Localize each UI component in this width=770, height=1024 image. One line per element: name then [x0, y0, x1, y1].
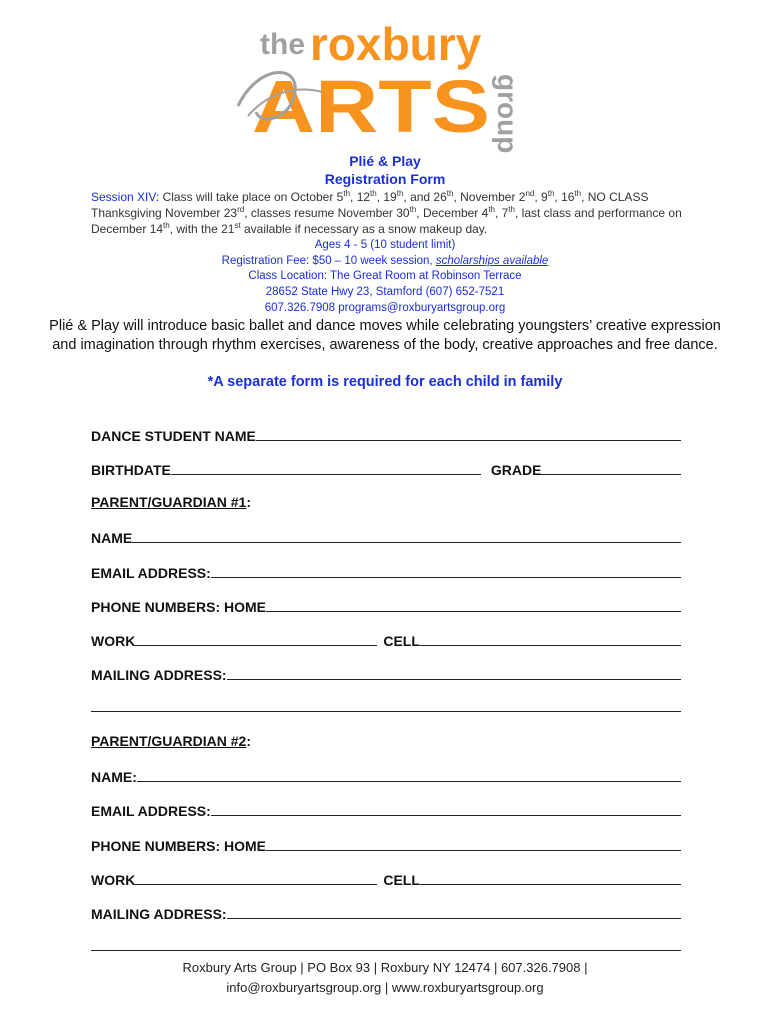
parent2-heading: PARENT/GUARDIAN #2:: [91, 733, 251, 749]
parent2-mailing-line[interactable]: [227, 904, 681, 919]
parent1-phone-line[interactable]: [266, 597, 681, 612]
parent2-email-line[interactable]: [211, 801, 681, 816]
form-title: Plié & Play: [349, 153, 421, 169]
student-name-label: DANCE STUDENT NAME: [91, 428, 256, 444]
parent2-phone-label: PHONE NUMBERS: HOME: [91, 838, 267, 854]
logo-graphic: [230, 18, 540, 154]
logo-roxbury: roxbury: [310, 18, 482, 70]
parent2-work-cell-row: [91, 868, 681, 888]
parent2-phone-line[interactable]: [266, 836, 681, 851]
parent1-cell-label: CELL: [383, 633, 420, 649]
parent1-email-line[interactable]: [211, 563, 681, 578]
parent2-phone-field[interactable]: [91, 834, 681, 854]
ages-info: Ages 4 - 5 (10 student limit): [314, 239, 456, 251]
student-name-line[interactable]: [256, 426, 681, 441]
scholarships-link[interactable]: scholarships available: [435, 255, 549, 267]
parent1-work-label: WORK: [91, 633, 136, 649]
session-label: Session XIV:: [91, 190, 160, 204]
fee-info: Registration Fee: $50 – 10 week session, scholarships available: [221, 255, 549, 267]
parent1-work-line[interactable]: [135, 631, 377, 646]
location-info: Class Location: The Great Room at Robinson Terrace: [248, 270, 522, 282]
parent2-work-label: WORK: [91, 872, 136, 888]
parent1-phone-field[interactable]: [91, 595, 681, 615]
address-info: 28652 State Hwy 23, Stamford (607) 652-7521: [265, 286, 505, 298]
birthdate-label: BIRTHDATE: [91, 462, 171, 478]
parent1-mailing-line-2[interactable]: [91, 711, 681, 712]
footer-line-1: Roxbury Arts Group | PO Box 93 | Roxbury NY 12474 | 607.326.7908 |: [182, 960, 588, 975]
parent1-name-field[interactable]: [91, 526, 681, 546]
parent2-name-field[interactable]: [91, 765, 681, 785]
birthdate-line[interactable]: [171, 460, 481, 475]
student-name-field[interactable]: [91, 424, 681, 444]
parent1-heading: PARENT/GUARDIAN #1:: [91, 494, 251, 510]
parent1-name-label: NAME: [91, 530, 133, 546]
parent1-email-label: EMAIL ADDRESS:: [91, 565, 211, 581]
logo-arts: ARTS: [252, 65, 490, 148]
parent1-cell-line[interactable]: [420, 631, 681, 646]
logo-group: group: [492, 74, 523, 154]
parent1-phone-label: PHONE NUMBERS: HOME: [91, 599, 267, 615]
footer: [0, 958, 770, 998]
form-subtitle: Registration Form: [324, 171, 446, 187]
parent1-email-field[interactable]: [91, 561, 681, 581]
parent2-mailing-field[interactable]: [91, 902, 681, 922]
grade-label: GRADE: [490, 462, 542, 478]
parent1-name-line[interactable]: [132, 528, 681, 543]
separate-form-notice: *A separate form is required for each child in family: [207, 374, 563, 390]
footer-line-2: info@roxburyartsgroup.org | www.roxburyartsgroup.org: [226, 980, 544, 995]
parent2-work-line[interactable]: [135, 870, 377, 885]
parent1-mailing-label: MAILING ADDRESS:: [91, 667, 227, 683]
parent2-email-field[interactable]: [91, 799, 681, 819]
logo-the: the: [260, 28, 305, 61]
birthdate-grade-row: [91, 458, 681, 478]
roxbury-arts-group-logo: [230, 18, 540, 154]
contact-info: 607.326.7908 programs@roxburyartsgroup.org: [264, 302, 506, 314]
parent1-mailing-field[interactable]: [91, 663, 681, 683]
grade-line[interactable]: [541, 460, 681, 475]
parent2-email-label: EMAIL ADDRESS:: [91, 803, 211, 819]
class-description: Plié & Play will introduce basic ballet and dance moves while celebrating youngsters’ creative expression and imagination through rhythm exercises, awareness of the body, creative approaches and free dance.: [49, 318, 721, 353]
parent2-name-label: NAME:: [91, 769, 137, 785]
parent2-name-line[interactable]: [137, 767, 681, 782]
parent2-mailing-line-2[interactable]: [91, 950, 681, 951]
parent1-work-cell-row: [91, 629, 681, 649]
parent2-mailing-label: MAILING ADDRESS:: [91, 906, 227, 922]
parent2-cell-line[interactable]: [420, 870, 681, 885]
parent1-mailing-line[interactable]: [227, 665, 681, 680]
session-details: Session XIV: Class will take place on October 5th, 12th, 19th, and 26th, November 2nd, 9th, 16th, NO CLASS Thanksgiving November 23rd, classes resume November 30th, December 4th, 7th, last class and performance on December 14th, with the 21st available if necessary as a snow makeup day.: [91, 189, 682, 236]
parent2-cell-label: CELL: [383, 872, 420, 888]
